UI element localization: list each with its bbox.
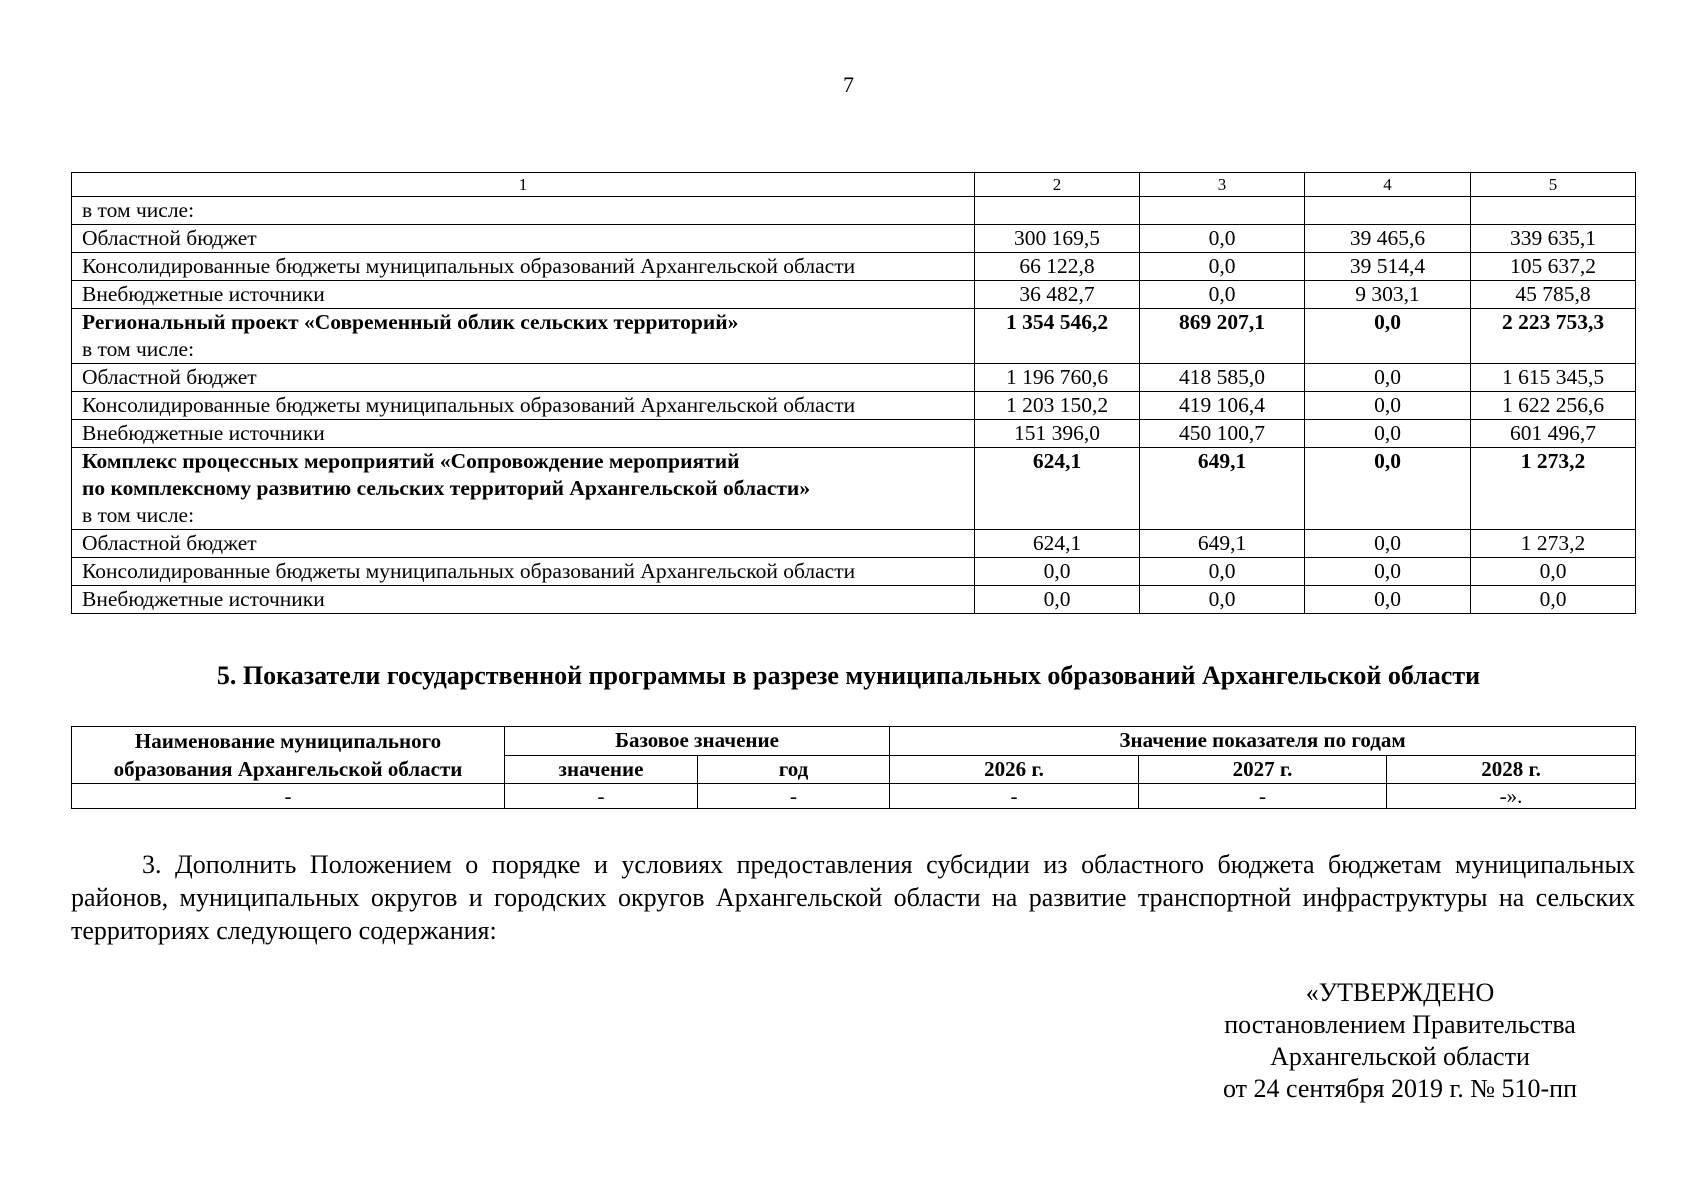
value-cell: 0,0 (1140, 253, 1305, 281)
value-cell: 624,1 (975, 530, 1140, 558)
approval-line-resolution: постановлением Правительства (1224, 1010, 1576, 1039)
value-cell: 0,0 (1305, 586, 1471, 614)
value-cell: 0,0 (1305, 530, 1471, 558)
value-cell (975, 197, 1140, 225)
value-cell: 1 273,2 (1471, 448, 1636, 530)
table-row (72, 530, 1636, 558)
row-label: Областной бюджет (72, 225, 975, 253)
table-row (72, 197, 1636, 225)
data-cell: -». (1387, 784, 1636, 809)
table-row-process-complex (72, 448, 1636, 530)
value-cell: 649,1 (1140, 448, 1305, 530)
value-cell: 0,0 (1140, 225, 1305, 253)
value-cell: 151 396,0 (975, 420, 1140, 448)
approval-stamp-block (1160, 977, 1640, 1105)
header-municipality-line1: Наименование муниципального (134, 729, 442, 753)
data-cell: - (72, 784, 505, 809)
value-cell: 869 207,1 (1140, 309, 1305, 364)
value-cell: 1 203 150,2 (975, 392, 1140, 420)
value-cell: 300 169,5 (975, 225, 1140, 253)
page-number: 7 (843, 72, 854, 97)
value-cell: 0,0 (1140, 558, 1305, 586)
value-cell: 0,0 (1305, 558, 1471, 586)
value-cell: 39 514,4 (1305, 253, 1471, 281)
value-cell: 450 100,7 (1140, 420, 1305, 448)
header-municipality-line2: образования Архангельской области (113, 757, 463, 781)
header-cell: 2 (975, 173, 1140, 197)
row-sublabel: в том числе: (82, 337, 195, 361)
approval-line-approved: «УТВЕРЖДЕНО (1305, 978, 1495, 1007)
amendment-paragraph: 3. Дополнить Положением о порядке и условиях предоставления субсидии из областного бюджета бюджетам муниципальных районов, муниципальных округов и городских округов Архангельской области на развитие транспортной инфраструктуры на сельских территориях следующего содержания: (71, 850, 1635, 945)
value-cell (1471, 197, 1636, 225)
finance-table (71, 172, 1636, 614)
row-sublabel: в том числе: (82, 503, 195, 527)
value-cell: 1 196 760,6 (975, 364, 1140, 392)
value-cell: 339 635,1 (1471, 225, 1636, 253)
value-cell: 624,1 (975, 448, 1140, 530)
row-label: Консолидированные бюджеты муниципальных образований Архангельской области (72, 558, 975, 586)
data-cell: - (698, 784, 890, 809)
value-cell: 0,0 (1305, 448, 1471, 530)
table-row (72, 784, 1636, 809)
header-cell: 4 (1305, 173, 1471, 197)
table-row (72, 225, 1636, 253)
value-cell: 39 465,6 (1305, 225, 1471, 253)
value-cell: 419 106,4 (1140, 392, 1305, 420)
value-cell: 105 637,2 (1471, 253, 1636, 281)
approval-line-date: от 24 сентября 2019 г. № 510-пп (1222, 1074, 1578, 1103)
value-cell: 45 785,8 (1471, 281, 1636, 309)
header-cell: 1 (72, 173, 975, 197)
value-cell (1140, 197, 1305, 225)
value-cell: 0,0 (1140, 281, 1305, 309)
value-cell: 0,0 (1471, 586, 1636, 614)
value-cell: 1 273,2 (1471, 530, 1636, 558)
header-year: год (698, 755, 890, 784)
row-label: Внебюджетные источники (72, 420, 975, 448)
value-cell: 418 585,0 (1140, 364, 1305, 392)
complex-title-line2: по комплексному развитию сельских территорий Архангельской области» (82, 476, 811, 500)
value-cell: 0,0 (1305, 420, 1471, 448)
project-title: Региональный проект «Современный облик сельских территорий» (82, 310, 739, 334)
value-cell (1305, 197, 1471, 225)
value-cell: 66 122,8 (975, 253, 1140, 281)
header-year-2027: 2027 г. (1139, 755, 1387, 784)
row-label: Внебюджетные источники (72, 586, 975, 614)
table-row-regional-project (72, 309, 1636, 364)
approval-line-region: Архангельской области (1270, 1042, 1530, 1071)
table-row (72, 586, 1636, 614)
row-label: Внебюджетные источники (72, 281, 975, 309)
value-cell: 0,0 (1305, 364, 1471, 392)
row-label: Областной бюджет (72, 364, 975, 392)
value-cell: 0,0 (1471, 558, 1636, 586)
table-row (72, 420, 1636, 448)
value-cell: 1 615 345,5 (1471, 364, 1636, 392)
table-header-row (72, 727, 1636, 756)
complex-title-line1: Комплекс процессных мероприятий «Сопровождение мероприятий (82, 449, 740, 473)
value-cell: 0,0 (1305, 309, 1471, 364)
table-header-row (72, 173, 1636, 197)
header-base-value: Базовое значение (505, 727, 890, 756)
indicators-table (71, 726, 1636, 809)
value-cell: 9 303,1 (1305, 281, 1471, 309)
table-row (72, 253, 1636, 281)
header-year-2028: 2028 г. (1387, 755, 1636, 784)
value-cell: 649,1 (1140, 530, 1305, 558)
header-year-2026: 2026 г. (890, 755, 1139, 784)
value-cell: 0,0 (975, 586, 1140, 614)
table-row (72, 558, 1636, 586)
value-cell: 0,0 (1140, 586, 1305, 614)
row-label (72, 309, 975, 364)
value-cell: 0,0 (975, 558, 1140, 586)
section-title: 5. Показатели государственной программы в разрезе муниципальных образований Архангельской области (216, 661, 1481, 690)
value-cell: 0,0 (1305, 392, 1471, 420)
data-cell: - (890, 784, 1139, 809)
header-municipality (72, 727, 505, 784)
table-row (72, 364, 1636, 392)
value-cell: 2 223 753,3 (1471, 309, 1636, 364)
row-label: в том числе: (72, 197, 975, 225)
value-cell: 601 496,7 (1471, 420, 1636, 448)
header-value: значение (505, 755, 698, 784)
row-label: Консолидированные бюджеты муниципальных образований Архангельской области (72, 392, 975, 420)
data-cell: - (505, 784, 698, 809)
value-cell: 36 482,7 (975, 281, 1140, 309)
table-row (72, 392, 1636, 420)
row-label: Областной бюджет (72, 530, 975, 558)
table-row (72, 281, 1636, 309)
row-label: Консолидированные бюджеты муниципальных образований Архангельской области (72, 253, 975, 281)
header-cell: 3 (1140, 173, 1305, 197)
row-label (72, 448, 975, 530)
header-by-years: Значение показателя по годам (890, 727, 1636, 756)
value-cell: 1 354 546,2 (975, 309, 1140, 364)
value-cell: 1 622 256,6 (1471, 392, 1636, 420)
data-cell: - (1139, 784, 1387, 809)
header-cell: 5 (1471, 173, 1636, 197)
